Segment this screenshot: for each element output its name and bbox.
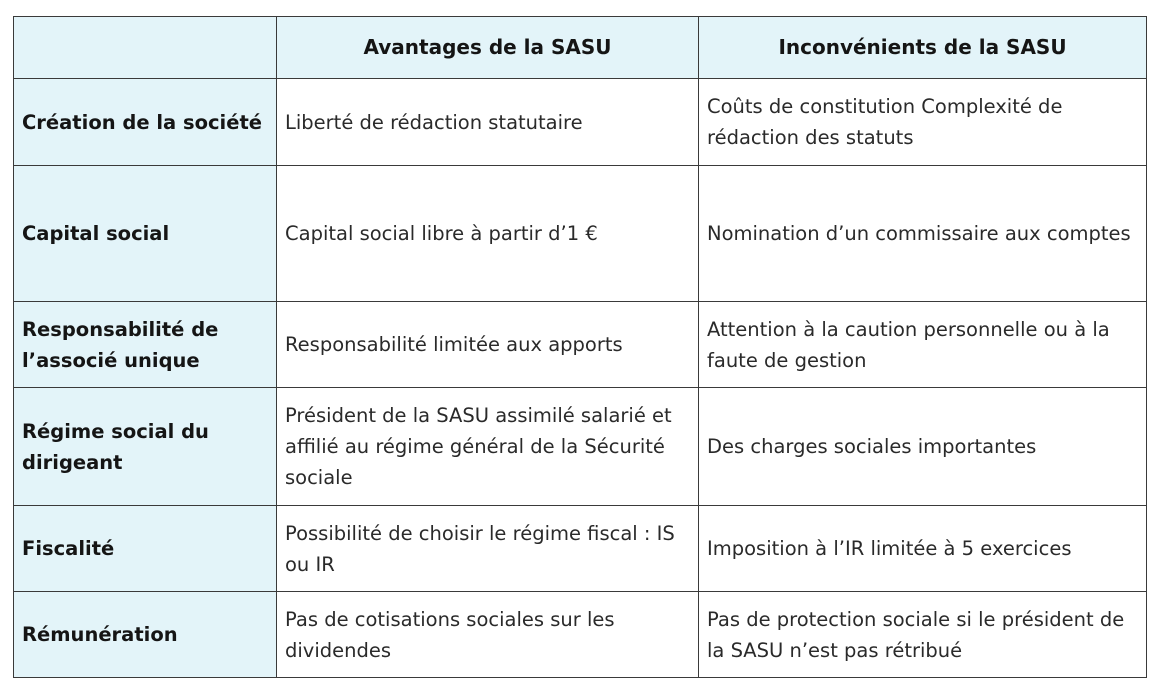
advantage-cell: Liberté de rédaction statutaire: [277, 79, 699, 166]
row-label: Capital social: [14, 166, 277, 302]
advantage-cell: Pas de cotisations sociales sur les dividendes: [277, 592, 699, 678]
table-row: [14, 592, 1147, 678]
drawback-cell: Attention à la caution personnelle ou à la faute de gestion: [699, 302, 1147, 388]
drawback-cell: Nomination d’un commissaire aux comptes: [699, 166, 1147, 302]
advantage-cell: Responsabilité limitée aux apports: [277, 302, 699, 388]
advantages-header: Avantages de la SASU: [277, 17, 699, 79]
table-row: [14, 506, 1147, 592]
drawback-cell: Imposition à l’IR limitée à 5 exercices: [699, 506, 1147, 592]
drawback-cell: Pas de protection sociale si le président de la SASU n’est pas rétribué: [699, 592, 1147, 678]
row-label: Responsabilité de l’associé unique: [14, 302, 277, 388]
drawback-cell: Coûts de constitution Complexité de rédaction des statuts: [699, 79, 1147, 166]
row-label: Régime social du dirigeant: [14, 388, 277, 506]
row-label: Fiscalité: [14, 506, 277, 592]
advantage-cell: Possibilité de choisir le régime fiscal : IS ou IR: [277, 506, 699, 592]
row-label: Rémunération: [14, 592, 277, 678]
table-row: [14, 166, 1147, 302]
drawback-cell: Des charges sociales importantes: [699, 388, 1147, 506]
table-row: [14, 302, 1147, 388]
row-label: Création de la société: [14, 79, 277, 166]
table-row: [14, 79, 1147, 166]
table-row: [14, 388, 1147, 506]
advantage-cell: Président de la SASU assimilé salarié et affilié au régime général de la Sécurité sociale: [277, 388, 699, 506]
drawbacks-header: Inconvénients de la SASU: [699, 17, 1147, 79]
corner-header-cell: [14, 17, 277, 79]
header-row: [14, 17, 1147, 79]
sasu-comparison-table: [13, 16, 1147, 678]
advantage-cell: Capital social libre à partir d’1 €: [277, 166, 699, 302]
